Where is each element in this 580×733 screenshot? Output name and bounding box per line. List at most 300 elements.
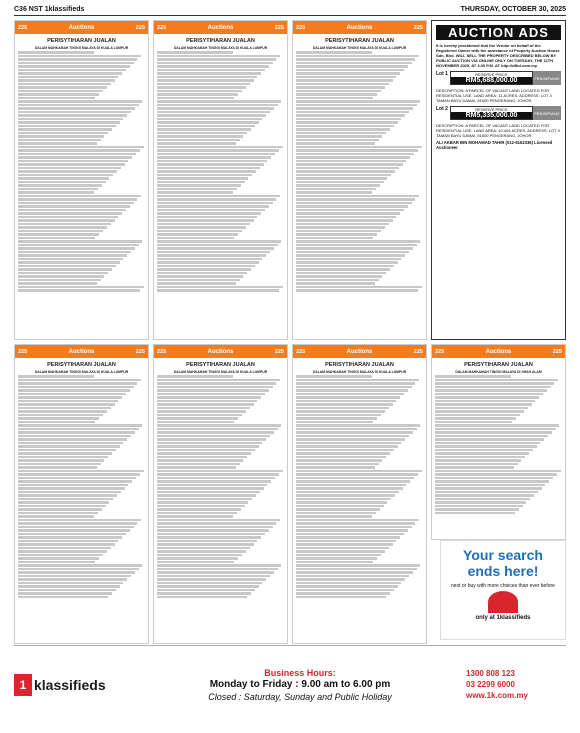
text-line <box>296 585 398 588</box>
text-line <box>296 195 419 198</box>
text-line <box>157 473 279 476</box>
text-line <box>296 442 401 445</box>
text-line <box>157 407 250 410</box>
text-line <box>18 244 139 247</box>
text-line <box>157 219 254 222</box>
text-line <box>296 487 403 490</box>
text-line <box>296 261 398 264</box>
text-line <box>296 135 382 138</box>
notice-title: PERISYTIHARAN JUALAN <box>47 38 116 44</box>
text-line <box>435 473 557 476</box>
text-line <box>18 216 118 219</box>
auction-ads-box <box>431 20 566 340</box>
text-line <box>435 487 542 490</box>
text-line <box>296 557 377 560</box>
text-line <box>296 536 400 539</box>
text-line <box>435 428 556 431</box>
text-line <box>18 561 95 564</box>
text-line <box>296 268 390 271</box>
text-line <box>18 428 139 431</box>
text-line <box>157 557 238 560</box>
text-line <box>296 90 381 93</box>
text-line <box>157 596 247 599</box>
text-line <box>18 170 117 173</box>
text-line <box>157 445 259 448</box>
text-line <box>157 452 251 455</box>
text-line <box>296 282 375 285</box>
text-line <box>296 223 389 226</box>
text-line <box>296 233 377 236</box>
contact-info <box>466 668 566 701</box>
text-line <box>157 547 250 550</box>
text-line <box>157 69 265 72</box>
text-line <box>157 142 236 145</box>
text-line <box>18 128 112 131</box>
text-line <box>157 139 240 142</box>
text-line <box>296 163 403 166</box>
text-line <box>18 417 99 420</box>
text-line <box>435 491 538 494</box>
text-line <box>296 484 406 487</box>
phone-1[interactable]: 1300 808 123 <box>466 669 515 678</box>
text-line <box>18 505 106 508</box>
text-line <box>157 118 262 121</box>
text-line <box>296 146 422 149</box>
text-line <box>296 428 417 431</box>
text-line <box>296 473 418 476</box>
text-line <box>157 135 243 138</box>
text-line <box>18 279 101 282</box>
text-line <box>18 529 130 532</box>
text-line <box>157 484 267 487</box>
text-line <box>296 582 401 585</box>
text-line <box>157 167 260 170</box>
text-line <box>435 396 539 399</box>
text-line <box>157 104 278 107</box>
text-line <box>435 407 528 410</box>
text-line <box>157 279 240 282</box>
text-line <box>296 596 386 599</box>
text-line <box>18 247 135 250</box>
notice-body <box>18 51 145 327</box>
text-line <box>18 79 115 82</box>
text-line <box>18 240 142 243</box>
text-line <box>18 463 101 466</box>
text-line <box>157 160 267 163</box>
text-line <box>157 212 261 215</box>
lot-2-price: RM5,335,000.00 <box>451 112 532 119</box>
text-line <box>296 382 415 385</box>
text-line <box>296 379 419 382</box>
text-line <box>296 279 379 282</box>
text-line <box>296 153 414 156</box>
text-line <box>435 421 512 424</box>
notice-court: DALAM MAHKAMAH TINGGI MALAYA DI KUALA LUMPUR <box>173 46 268 50</box>
text-line <box>18 379 141 382</box>
text-line <box>157 209 265 212</box>
text-line <box>296 198 415 201</box>
text-line <box>157 375 233 378</box>
text-line <box>157 533 265 536</box>
text-line <box>18 139 101 142</box>
text-line <box>157 83 250 86</box>
text-line <box>18 557 99 560</box>
text-line <box>296 125 394 128</box>
text-line <box>296 498 391 501</box>
text-line <box>296 540 396 543</box>
text-line <box>18 111 131 114</box>
auction-ads-title: AUCTION ADS <box>436 25 561 40</box>
text-line <box>157 170 256 173</box>
text-line <box>18 445 120 448</box>
text-line <box>157 261 259 264</box>
text-line <box>157 417 238 420</box>
text-line <box>157 477 275 480</box>
text-line <box>296 519 419 522</box>
text-line <box>18 491 121 494</box>
text-line <box>296 65 408 68</box>
text-line <box>157 114 266 117</box>
text-line <box>18 540 118 543</box>
notice-title: PERISYTIHARAN JUALAN <box>325 362 394 368</box>
text-line <box>18 121 120 124</box>
text-line <box>296 571 413 574</box>
text-line <box>18 265 116 268</box>
auction-notice-7 <box>431 344 566 540</box>
text-line <box>157 592 251 595</box>
text-line <box>18 272 108 275</box>
text-line <box>157 456 247 459</box>
text-line <box>18 177 109 180</box>
text-line <box>296 466 375 469</box>
text-line <box>435 466 514 469</box>
text-line <box>157 466 236 469</box>
text-line <box>296 114 405 117</box>
text-line <box>18 515 94 518</box>
text-line <box>157 62 273 65</box>
text-line <box>296 400 396 403</box>
text-line <box>435 389 547 392</box>
text-line <box>18 585 120 588</box>
text-line <box>18 65 130 68</box>
notice-court: DALAM MAHKAMAH TINGGI MALAYA DI KUALA LUMPUR <box>34 370 129 374</box>
text-line <box>18 508 102 511</box>
notice-court: DALAM MAHKAMAH TINGGI MALAYA DI KUALA LUMPUR <box>312 370 407 374</box>
text-line <box>18 400 118 403</box>
text-line <box>157 107 274 110</box>
notice-body <box>157 51 284 327</box>
text-line <box>157 449 255 452</box>
text-line <box>296 104 417 107</box>
text-line <box>157 585 259 588</box>
text-line <box>296 160 406 163</box>
text-line <box>18 477 136 480</box>
text-line <box>18 174 113 177</box>
text-line <box>296 97 373 100</box>
text-line <box>157 181 245 184</box>
text-line <box>157 410 246 413</box>
auction-notice-4 <box>14 344 149 644</box>
footer-band <box>14 645 566 723</box>
text-line <box>18 286 144 289</box>
text-line <box>18 233 99 236</box>
klassifieds-logo: 1 klassifieds <box>14 674 134 696</box>
text-line <box>157 132 247 135</box>
text-line <box>18 282 97 285</box>
text-line <box>296 568 417 571</box>
text-line <box>296 216 396 219</box>
text-line <box>296 170 395 173</box>
business-hours: Business Hours: Monday to Friday : 9.00 am to 6.00 pm Closed : Saturday, Sunday and Public Holiday <box>208 667 392 702</box>
text-line <box>296 247 413 250</box>
text-line <box>18 435 131 438</box>
text-line <box>296 83 389 86</box>
text-line <box>18 209 126 212</box>
text-line <box>18 230 103 233</box>
text-line <box>296 463 379 466</box>
auction-notice-5 <box>153 344 288 644</box>
text-line <box>296 181 384 184</box>
text-line <box>157 202 273 205</box>
text-line <box>157 526 273 529</box>
auction-notice-1 <box>14 20 149 340</box>
text-line <box>435 424 559 427</box>
text-line <box>296 417 377 420</box>
text-line <box>157 265 255 268</box>
text-line <box>296 578 405 581</box>
text-line <box>157 578 266 581</box>
text-line <box>435 498 530 501</box>
text-line <box>157 508 241 511</box>
text-line <box>18 512 98 515</box>
lot-2: Lot 2 RESERVE PRICE RM5,335,000.00 PENGERANG <box>436 106 560 119</box>
text-line <box>157 226 246 229</box>
lot-1: Lot 1 RESERVE PRICE RM5,688,000.00 PENGERANG <box>436 71 560 84</box>
text-line <box>157 589 255 592</box>
text-line <box>18 184 102 187</box>
text-line <box>18 526 134 529</box>
text-line <box>296 505 384 508</box>
text-line <box>296 76 396 79</box>
text-line <box>296 491 399 494</box>
text-line <box>157 174 252 177</box>
text-line <box>18 494 117 497</box>
text-line <box>18 456 108 459</box>
website-link[interactable]: www.1k.com.my <box>466 691 528 700</box>
text-line <box>435 456 525 459</box>
text-line <box>18 582 123 585</box>
text-line <box>435 477 553 480</box>
text-line <box>157 512 237 515</box>
text-line <box>157 86 246 89</box>
text-line <box>18 153 136 156</box>
text-line <box>157 205 269 208</box>
text-line <box>157 400 257 403</box>
text-line <box>18 125 116 128</box>
text-line <box>157 58 276 61</box>
notice-body <box>18 375 145 633</box>
text-line <box>18 237 95 240</box>
text-line <box>18 522 137 525</box>
text-line <box>18 484 128 487</box>
text-line <box>435 494 534 497</box>
text-line <box>18 414 103 417</box>
text-line <box>18 160 128 163</box>
text-line <box>157 480 271 483</box>
text-line <box>435 484 545 487</box>
notice-body <box>296 375 423 633</box>
text-line <box>296 438 405 441</box>
lot-1-description: DESCRIPTION: A PARCEL OF VACANT LAND LOCATED FOR RESIDENTIAL USE. LAND AREA: 11 ACRES. ADDRESS: LOT 3 TAMAN BAYU DAMAI, 81600 PENGERANG, JOHOR. <box>436 88 552 103</box>
text-line <box>435 459 521 462</box>
text-line <box>18 261 120 264</box>
lot-2-description: DESCRIPTION: A PARCEL OF VACANT LAND LOCATED FOR RESIDENTIAL USE. LAND AREA: 10.404 ACRES. ADDRESS: LOT 9 TAMAN BAYU DAMAI, 81600 PENGERANG, JOHOR. <box>436 123 560 138</box>
auction-notice-2 <box>153 20 288 340</box>
text-line <box>296 501 387 504</box>
text-line <box>18 421 95 424</box>
text-line <box>18 181 106 184</box>
text-line <box>18 470 144 473</box>
notice-court: DALAM MAHKAMAH TINGGI MALAYA DI SHAH ALAM <box>455 370 542 374</box>
text-line <box>296 79 393 82</box>
text-line <box>157 153 275 156</box>
notice-title: PERISYTIHARAN JUALAN <box>325 38 394 44</box>
text-line <box>157 554 242 557</box>
person-icon <box>488 591 518 613</box>
text-line <box>296 111 409 114</box>
text-line <box>18 76 118 79</box>
text-line <box>18 195 141 198</box>
text-line <box>18 72 122 75</box>
text-line <box>157 65 269 68</box>
lot-1-price: RM5,688,000.00 <box>451 77 532 84</box>
text-line <box>296 407 389 410</box>
text-line <box>157 561 234 564</box>
text-line <box>296 289 418 292</box>
text-line <box>296 445 398 448</box>
text-line <box>296 494 395 497</box>
text-line <box>157 55 280 58</box>
text-line <box>18 431 135 434</box>
text-line <box>18 550 107 553</box>
text-line <box>18 466 97 469</box>
text-line <box>18 501 109 504</box>
text-line <box>157 519 280 522</box>
text-line <box>157 501 248 504</box>
text-line <box>157 251 270 254</box>
text-line <box>435 438 544 441</box>
ad-footer: only at 1klassifieds <box>475 615 531 621</box>
text-line <box>296 547 389 550</box>
text-line <box>296 403 393 406</box>
text-line <box>18 547 111 550</box>
text-line <box>296 139 379 142</box>
text-line <box>18 83 111 86</box>
text-line <box>18 564 142 567</box>
text-line <box>157 289 279 292</box>
page-date: THURSDAY, OCTOBER 30, 2025 <box>460 6 566 13</box>
text-line <box>18 452 112 455</box>
text-line <box>157 515 233 518</box>
text-line <box>157 191 233 194</box>
text-line <box>296 575 409 578</box>
text-line <box>18 498 113 501</box>
text-line <box>296 533 404 536</box>
text-line <box>296 51 372 54</box>
text-line <box>157 575 270 578</box>
text-line <box>18 93 99 96</box>
notice-body <box>157 375 284 633</box>
text-line <box>296 529 408 532</box>
text-line <box>18 156 132 159</box>
text-line <box>296 184 380 187</box>
text-line <box>157 431 274 434</box>
text-line <box>18 55 141 58</box>
text-line <box>157 90 242 93</box>
text-line <box>18 407 111 410</box>
text-line <box>157 442 262 445</box>
text-line <box>18 289 140 292</box>
text-line <box>157 424 281 427</box>
column-header: 225 Auctions 225 <box>293 21 426 34</box>
text-line <box>157 230 242 233</box>
phone-2[interactable]: 03 2299 6000 <box>466 680 515 689</box>
text-line <box>157 128 251 131</box>
notice-court: DALAM MAHKAMAH TINGGI MALAYA DI KUALA LUMPUR <box>312 46 407 50</box>
text-line <box>435 375 511 378</box>
text-line <box>296 508 380 511</box>
text-line <box>296 414 381 417</box>
text-line <box>157 216 257 219</box>
text-line <box>18 396 122 399</box>
text-line <box>18 132 108 135</box>
text-line <box>296 410 385 413</box>
text-line <box>157 379 280 382</box>
search-ends-here-ad[interactable] <box>440 540 566 640</box>
text-line <box>435 508 519 511</box>
text-line <box>296 177 387 180</box>
text-line <box>435 449 533 452</box>
text-line <box>18 114 127 117</box>
text-line <box>296 72 400 75</box>
text-line <box>296 522 415 525</box>
text-line <box>296 251 409 254</box>
text-line <box>435 505 523 508</box>
text-line <box>157 76 257 79</box>
text-line <box>18 449 116 452</box>
text-line <box>18 226 107 229</box>
text-line <box>296 435 409 438</box>
text-line <box>296 396 400 399</box>
k-logo-icon: 1 <box>14 674 32 696</box>
text-line <box>435 410 524 413</box>
text-line <box>157 163 264 166</box>
text-line <box>296 240 420 243</box>
text-line <box>157 184 241 187</box>
text-line <box>157 268 251 271</box>
text-line <box>157 254 266 257</box>
notice-court: DALAM MAHKAMAH TINGGI MALAYA DI KUALA LUMPUR <box>173 370 268 374</box>
text-line <box>18 554 103 557</box>
text-line <box>157 571 274 574</box>
text-line <box>18 62 134 65</box>
text-line <box>157 188 237 191</box>
text-line <box>435 403 532 406</box>
text-line <box>157 543 254 546</box>
text-line <box>18 571 135 574</box>
text-line <box>435 400 535 403</box>
text-line <box>157 100 281 103</box>
